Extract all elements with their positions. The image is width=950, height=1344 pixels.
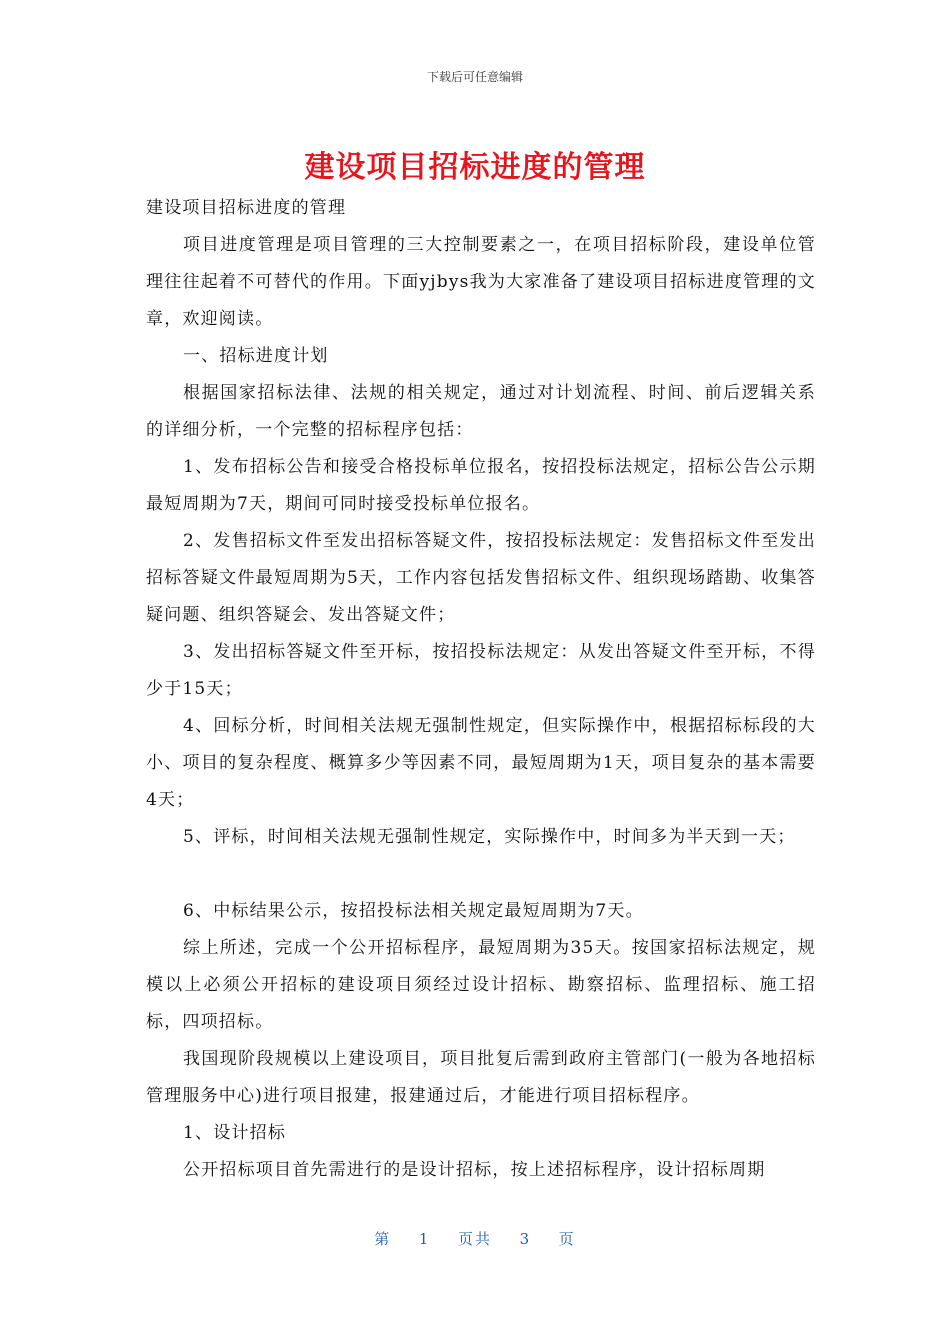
paragraph: 综上所述，完成一个公开招标程序，最短周期为35天。按国家招标法规定，规模以上必须公开招标的建设项目须经过设计招标、勘察招标、监理招标、施工招标，四项招标。	[146, 938, 816, 1032]
paragraph: 我国现阶段规模以上建设项目，项目批复后需到政府主管部门(一般为各地招标管理服务中心)进行项目报建，报建通过后，才能进行项目招标程序。	[146, 1049, 816, 1106]
footer-middle: 页共	[457, 1230, 492, 1248]
header-note: 下载后可任意编辑	[426, 70, 523, 84]
document-subtitle: 建设项目招标进度的管理	[146, 198, 347, 218]
list-item: 6、中标结果公示，按招投标法相关规定最短周期为7天。	[183, 901, 644, 921]
footer-suffix: 页	[558, 1230, 576, 1248]
list-item: 5、评标，时间相关法规无强制性规定，实际操作中，时间多为半天到一天；	[183, 827, 796, 847]
paragraph: 根据国家招标法律、法规的相关规定，通过对计划流程、时间、前后逻辑关系的详细分析，一个完整的招标程序包括：	[146, 383, 816, 440]
list-item: 2、发售招标文件至发出招标答疑文件，按招投标法规定：发售招标文件至发出招标答疑文件最短周期为5天，工作内容包括发售招标文件、组织现场踏勘、收集答疑问题、组织答疑会、发出答疑文件；	[146, 531, 816, 625]
paragraph: 公开招标项目首先需进行的是设计招标，按上述招标程序，设计招标周期	[183, 1160, 766, 1180]
section-heading: 1、设计招标	[183, 1123, 287, 1143]
footer-prefix: 第	[374, 1230, 392, 1248]
list-item: 3、发出招标答疑文件至开标，按招投标法规定：从发出答疑文件至开标，不得少于15天；	[146, 642, 816, 699]
document-title: 建设项目招标进度的管理	[304, 150, 646, 185]
footer-page-number: 1	[418, 1230, 431, 1248]
section-heading: 一、招标进度计划	[183, 346, 329, 366]
document-body	[146, 190, 816, 1189]
paragraph: 项目进度管理是项目管理的三大控制要素之一，在项目招标阶段，建设单位管理往往起着不可替代的作用。下面yjbys我为大家准备了建设项目招标进度管理的文章，欢迎阅读。	[146, 235, 816, 329]
page-footer	[0, 1228, 950, 1249]
list-item: 4、回标分析，时间相关法规无强制性规定，但实际操作中，根据招标标段的大小、项目的复杂程度、概算多少等因素不同，最短周期为1天，项目复杂的基本需要4天；	[146, 716, 816, 810]
list-item: 1、发布招标公告和接受合格投标单位报名，按招投标法规定，招标公告公示期最短周期为7天，期间可同时接受投标单位报名。	[146, 457, 816, 514]
footer-total-pages: 3	[519, 1230, 532, 1248]
